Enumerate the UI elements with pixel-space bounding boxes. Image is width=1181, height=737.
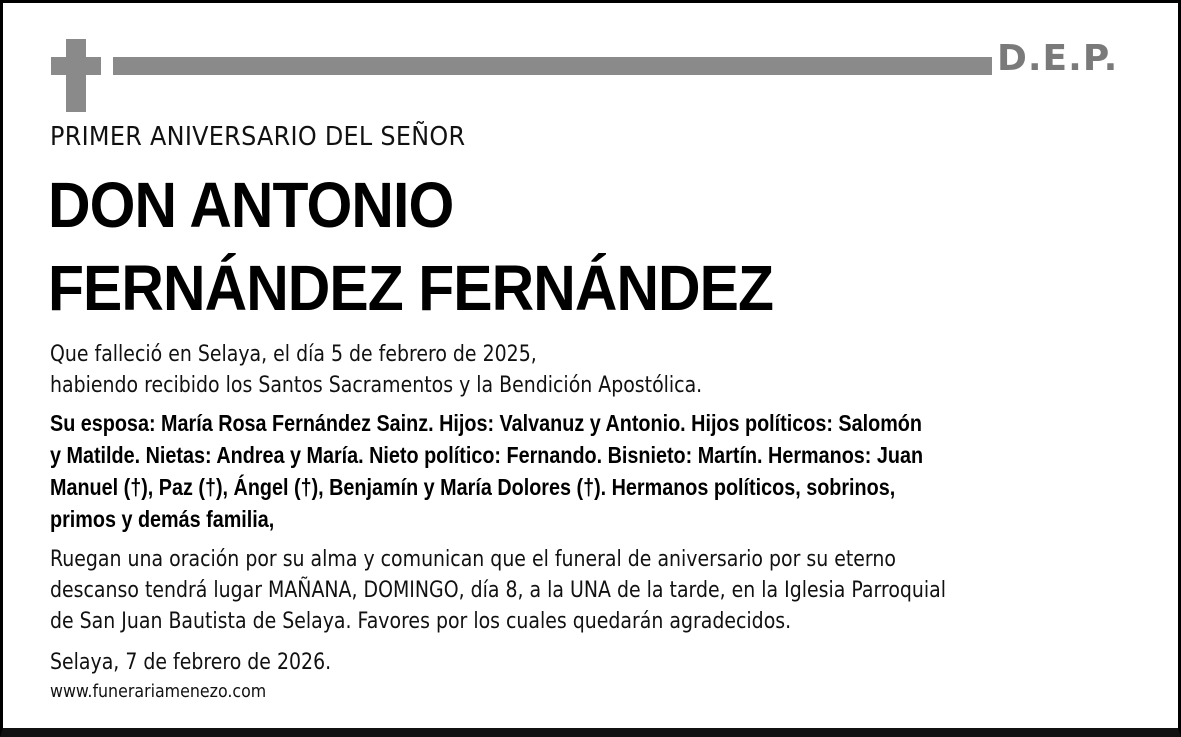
request-text-line: de San Juan Bautista de Selaya. Favores por los cuales quedarán agradecidos. bbox=[50, 609, 792, 634]
header-rule bbox=[113, 57, 992, 75]
dep-label: D.E.P. bbox=[997, 38, 1119, 79]
cross-icon bbox=[66, 39, 86, 112]
family-text-line: Manuel (†), Paz (†), Ángel (†), Benjamín y María Dolores (†). Hermanos políticos, sobrinos, bbox=[50, 474, 896, 500]
family-text-line: primos y demás familia, bbox=[50, 506, 275, 532]
notice-subtitle: PRIMER ANIVERSARIO DEL SEÑOR bbox=[50, 122, 466, 152]
website-link[interactable]: www.funerariamenezo.com bbox=[50, 681, 267, 702]
place-date: Selaya, 7 de febrero de 2026. bbox=[50, 650, 332, 675]
deceased-name-line1: DON ANTONIO bbox=[48, 169, 454, 241]
request-text-line: descanso tendrá lugar MAÑANA, DOMINGO, día 8, a la UNA de la tarde, en la Iglesia Parroquial bbox=[50, 578, 947, 603]
family-text-line: y Matilde. Nietas: Andrea y María. Nieto político: Fernando. Bisnieto: Martín. Hermanos: Juan bbox=[50, 442, 924, 468]
death-text-line: habiendo recibido los Santos Sacramentos y la Bendición Apostólica. bbox=[50, 373, 703, 398]
death-text-line: Que falleció en Selaya, el día 5 de febrero de 2025, bbox=[50, 342, 537, 367]
request-text-line: Ruegan una oración por su alma y comunican que el funeral de aniversario por su eterno bbox=[50, 547, 896, 572]
deceased-name-line2: FERNÁNDEZ FERNÁNDEZ bbox=[48, 252, 774, 324]
family-text-line: Su esposa: María Rosa Fernández Sainz. Hijos: Valvanuz y Antonio. Hijos políticos: Salomón bbox=[50, 410, 922, 436]
cross-icon-arm bbox=[51, 57, 101, 75]
